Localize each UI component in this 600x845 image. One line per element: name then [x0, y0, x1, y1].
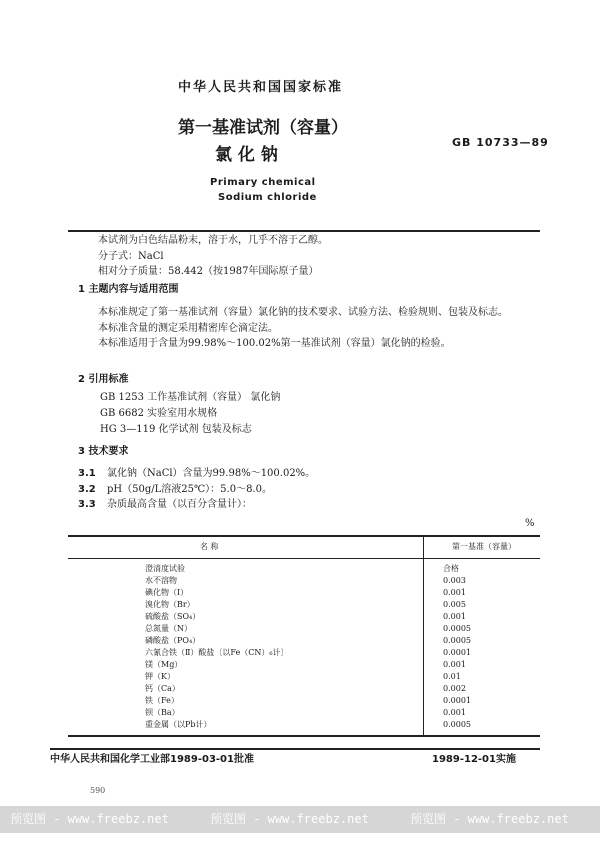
item-number: 3.1 — [78, 468, 96, 479]
impurity-name: 碘化物（I） — [145, 588, 189, 597]
impurity-name: 总氮量（N） — [145, 624, 192, 633]
watermark-text: 预览图 - www.freebz.net — [10, 812, 169, 826]
impurity-name: 重金属（以Pb计） — [145, 720, 212, 729]
table-row — [0, 611, 600, 623]
item-text: pH（50g/L溶液25℃）：5.0～8.0。 — [107, 484, 272, 495]
impurity-name: 钙（Ca） — [145, 684, 180, 693]
table-top-rule — [68, 535, 540, 537]
table-row — [0, 719, 600, 731]
table-row — [0, 587, 600, 599]
impurity-limit: 0.0001 — [443, 696, 471, 705]
impurity-name: 钾（K） — [145, 672, 175, 681]
impurity-limit: 0.002 — [443, 684, 466, 693]
intro-line: 相对分子质量：58.442（按1987年国际原子量） — [98, 266, 319, 277]
table-row — [0, 623, 600, 635]
impurity-name: 澄清度试验 — [145, 564, 185, 573]
impurity-name: 磷酸盐（PO₄） — [145, 636, 201, 645]
unit-label: % — [525, 518, 535, 529]
reference-item: GB 1253 工作基准试剂（容量） 氯化钠 — [100, 392, 281, 403]
impurity-limit: 0.01 — [443, 672, 461, 681]
impurity-limit: 合格 — [443, 564, 459, 573]
section-1-line: 本标准含量的测定采用精密库仑滴定法。 — [98, 323, 278, 334]
section-1-heading: 1 主题内容与适用范围 — [78, 284, 179, 295]
impurity-limit: 0.001 — [443, 588, 466, 597]
impurity-name: 镁（Mg） — [145, 660, 183, 669]
impurity-limit: 0.005 — [443, 600, 466, 609]
national-standard-label: 中华人民共和国国家标准 — [178, 80, 344, 95]
impurity-limit: 0.001 — [443, 708, 466, 717]
impurity-limit: 0.0005 — [443, 624, 471, 633]
table-row — [0, 695, 600, 707]
impurity-limit: 0.001 — [443, 612, 466, 621]
table-row — [0, 659, 600, 671]
standard-code: GB 10733—89 — [452, 136, 549, 149]
reference-item: GB 6682 实验室用水规格 — [100, 408, 218, 419]
item-number: 3.3 — [78, 499, 96, 510]
watermark-band — [0, 806, 600, 833]
table-row — [0, 683, 600, 695]
impurity-limit: 0.003 — [443, 576, 466, 585]
section-1-line: 本标准规定了第一基准试剂（容量）氯化钠的技术要求、试验方法、检验规则、包装及标志。 — [98, 307, 508, 318]
intro-line: 本试剂为白色结晶粉末，溶于水，几乎不溶于乙醇。 — [98, 235, 328, 246]
impurity-limit: 0.001 — [443, 660, 466, 669]
table-header-value: 第一基准（容量） — [452, 542, 516, 551]
table-row — [0, 647, 600, 659]
item-text: 杂质最高含量（以百分含量计）： — [107, 499, 252, 510]
page-number: 590 — [90, 786, 106, 795]
impurity-name: 铁（Fe） — [145, 696, 179, 705]
table-header-name: 名 称 — [200, 542, 219, 551]
impurity-name: 钡（Ba） — [145, 708, 180, 717]
approval-date: 中华人民共和国化学工业部1989-03-01批准 — [50, 754, 254, 765]
table-row — [0, 635, 600, 647]
table-bottom-rule — [68, 735, 540, 737]
table-row — [0, 575, 600, 587]
document-title: 第一基准试剂（容量） — [178, 118, 348, 138]
impurity-limit: 0.0005 — [443, 720, 471, 729]
footer-rule — [50, 748, 540, 750]
impurity-name: 水不溶物 — [145, 576, 177, 585]
section-1-line: 本标准适用于含量为99.98%～100.02%第一基准试剂（容量）氯化钠的检验。 — [98, 338, 451, 349]
intro-line: 分子式：NaCl — [98, 251, 164, 262]
impurity-name: 六氰合铁（Ⅱ）酸盐〔以Fe（CN）₆计〕 — [145, 648, 289, 657]
section-3-heading: 3 技术要求 — [78, 446, 129, 457]
impurity-limit: 0.0001 — [443, 648, 471, 657]
english-title-2: Sodium chloride — [218, 192, 317, 203]
english-title-1: Primary chemical — [210, 177, 316, 188]
section-2-heading: 2 引用标准 — [78, 374, 129, 385]
table-header-rule — [68, 558, 540, 559]
reference-item: HG 3—119 化学试剂 包装及标志 — [100, 424, 252, 435]
header-divider — [68, 230, 540, 232]
document-subtitle: 氯 化 钠 — [215, 145, 278, 165]
item-text: 氯化钠（NaCl）含量为99.98%～100.02%。 — [107, 468, 316, 479]
effective-date: 1989-12-01实施 — [432, 754, 516, 765]
table-row — [0, 563, 600, 575]
impurity-name: 溴化物（Br） — [145, 600, 195, 609]
watermark-text: 预览图 - www.freebz.net — [210, 812, 369, 826]
item-number: 3.2 — [78, 484, 96, 495]
table-row — [0, 599, 600, 611]
impurity-limit: 0.0005 — [443, 636, 471, 645]
impurity-name: 硫酸盐（SO₄） — [145, 612, 201, 621]
table-row — [0, 707, 600, 719]
table-row — [0, 671, 600, 683]
watermark-text: 预览图 - www.freebz.net — [410, 812, 569, 826]
